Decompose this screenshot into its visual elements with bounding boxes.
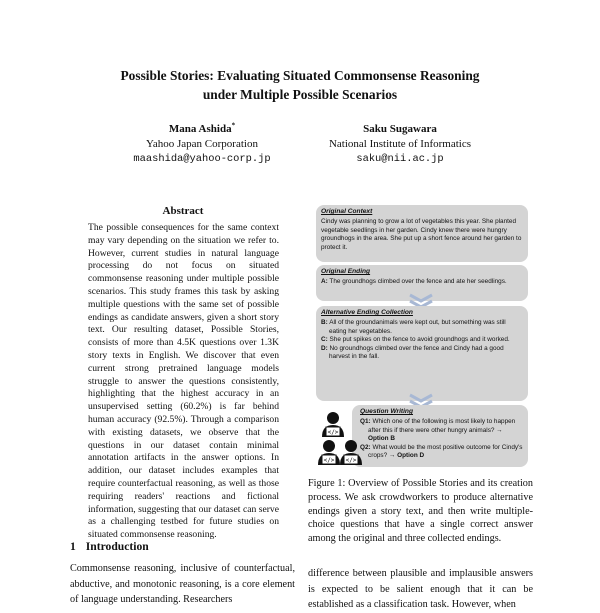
section-title: Introduction (85, 540, 149, 553)
option-text: She put spikes on the fence to avoid groundhogs and it worked. (329, 336, 510, 344)
original-context-box (316, 205, 528, 262)
question-answer: Option B (368, 435, 395, 443)
crowdworker-icon (338, 439, 364, 465)
question-item (360, 418, 524, 444)
option-key: B: (321, 319, 328, 326)
alt-ending-item (321, 319, 521, 336)
title-line-2: under Multiple Possible Scenarios (202, 87, 398, 102)
question-item (360, 444, 524, 461)
crowdworker-icon (320, 411, 346, 437)
arrow-right-icon: → (388, 452, 396, 460)
context-label: Original Context (321, 208, 373, 215)
figure-1 (316, 205, 528, 467)
context-text: Cindy was planning to grow a lot of vegetables this year. She planted vegetable seedlings in her garden. Cindy knew there were hungry groundhogs in the area. She put up a short fence around her garden to protect it. (321, 218, 522, 251)
title-line-1: Possible Stories: Evaluating Situated Commonsense Reasoning (120, 68, 480, 83)
option-text: The groundhogs climbed over the fence and ate her seedlings. (329, 278, 507, 285)
question-text: Which one of the following is most likely to happen after this if there were other hungry animals? (368, 418, 516, 434)
svg-text:</>: </> (323, 457, 335, 464)
arrow-right-icon: → (496, 426, 503, 434)
option-text: All of the groundanimals were kept out, but something was still eating her vegetables. (329, 319, 506, 335)
abstract-heading: Abstract (162, 205, 204, 217)
question-writing-box (352, 405, 528, 467)
alt-ending-label: Alternative Ending Collection (321, 309, 413, 316)
figure-caption: Figure 1: Overview of Possible Stories and its creation process. We ask crowdworkers to produce alternative endings given a story text, and then write multiple-choice questions that have a single correct answer among the original and three collected endings. (308, 478, 533, 545)
ending-label: Original Ending (321, 268, 371, 275)
question-key: Q1: (360, 418, 371, 425)
ending-item (321, 278, 521, 287)
option-text: No groundhogs climbed over the fence and Cindy had a good harvest in the fall. (329, 344, 504, 361)
paper-title (60, 66, 540, 104)
option-key: D: (321, 344, 328, 352)
section-number: 1 (70, 540, 76, 553)
author-block-1 (92, 122, 312, 167)
alt-ending-list (321, 319, 521, 362)
author-affiliation: Yahoo Japan Corporation (146, 138, 258, 150)
alt-ending-item (321, 345, 521, 362)
intro-paragraph: Commonsense reasoning, inclusive of counterfactual, abductive, and monotonic reasoning, is a core element of language understanding. Researchers (70, 563, 295, 605)
author-block-2 (290, 122, 510, 167)
question-label: Question Writing (360, 408, 413, 415)
author-name: Mana Ashida (168, 123, 232, 135)
svg-text:</>: </> (327, 429, 339, 436)
question-list (360, 418, 524, 461)
question-key: Q2: (360, 443, 371, 451)
section-heading (70, 540, 149, 553)
alt-ending-item (321, 336, 521, 345)
option-key: A: (321, 278, 328, 285)
svg-text:</>: </> (345, 457, 357, 464)
author-affiliation: National Institute of Informatics (328, 138, 472, 150)
abstract-text: The possible consequences for the same context may vary depending on the situation we refer to. However, current studies in natural language processing do not focus on situated commonsense reasoning under multiple possible scenarios. This study frames this task by asking multiple questions with the same set of possible endings as candidate answers, given a short story text. Our resulting dataset, Possible Stories, consists of more than 4.5K questions over 1.3K story texts in English. We discover that even current strong pretrained language models struggle to answer the questions consistently, highlighting that the highest accuracy in an unsupervised setting (60.2%) is far behind human accuracy (92.5%). Through a comparison with existing datasets, we observe that the questions in our dataset contain minimal annotation artifacts in the answer options. In addition, our dataset includes examples that require counterfactual reasoning, as well as those requiring readers' reactions and fictional information, suggesting that our dataset can serve as a challenging testbed for future studies on situated commonsense reasoning. (88, 222, 279, 541)
author-email: maashida@yahoo-corp.jp (133, 153, 271, 165)
option-key: C: (321, 336, 328, 344)
alternative-ending-box (316, 306, 528, 401)
question-answer: Option D (397, 452, 425, 460)
author-email: saku@nii.ac.jp (356, 153, 444, 165)
right-column-paragraph: difference between plausible and implausible answers is expected to be salient enough that it can be established as a classification task. However, when (308, 568, 533, 610)
author-name: Saku Sugawara (363, 123, 437, 135)
author-footnote-mark: * (231, 121, 236, 130)
question-text: What would be the most positive outcome for Cindy's crops? (368, 443, 523, 460)
